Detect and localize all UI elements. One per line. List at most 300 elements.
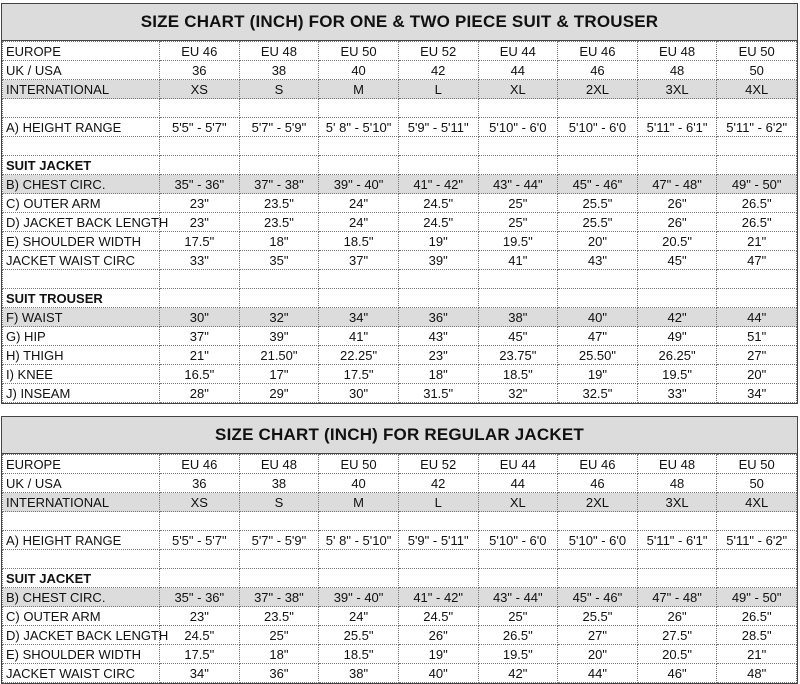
- table-cell: 35": [239, 251, 319, 270]
- table-cell: EU 50: [717, 455, 797, 474]
- table-cell: [160, 550, 240, 569]
- table-cell: [478, 550, 558, 569]
- table-row: [3, 270, 797, 289]
- table-cell: [637, 289, 717, 308]
- section-header-row: [3, 156, 797, 175]
- table-cell: 49" - 50": [717, 175, 797, 194]
- section-label: SUIT JACKET: [3, 569, 160, 588]
- row-label: A) HEIGHT RANGE: [3, 531, 160, 550]
- table-cell: 20": [558, 645, 638, 664]
- table-row: [3, 493, 797, 512]
- table-cell: [717, 569, 797, 588]
- table-cell: [160, 156, 240, 175]
- table-row: [3, 365, 797, 384]
- table-cell: [478, 156, 558, 175]
- table-cell: 47" - 48": [637, 175, 717, 194]
- table-cell: 40": [558, 308, 638, 327]
- table-cell: 26": [637, 194, 717, 213]
- table-cell: 41": [478, 251, 558, 270]
- table-cell: [319, 270, 399, 289]
- table-cell: [558, 569, 638, 588]
- table-cell: [319, 289, 399, 308]
- table-cell: [319, 156, 399, 175]
- table-cell: 49" - 50": [717, 588, 797, 607]
- table-cell: L: [398, 80, 478, 99]
- table-row: [3, 550, 797, 569]
- table-cell: 44": [558, 664, 638, 683]
- table-cell: 22.25": [319, 346, 399, 365]
- table-cell: EU 46: [558, 455, 638, 474]
- table-cell: 37" - 38": [239, 175, 319, 194]
- table-cell: [239, 137, 319, 156]
- table-row: [3, 42, 797, 61]
- row-label: UK / USA: [3, 474, 160, 493]
- table-row: [3, 194, 797, 213]
- table-cell: 39" - 40": [319, 175, 399, 194]
- table-cell: 31.5": [398, 384, 478, 403]
- table-cell: 50: [717, 61, 797, 80]
- table-cell: 26.5": [717, 194, 797, 213]
- table-cell: 48: [637, 61, 717, 80]
- table-cell: 24": [319, 194, 399, 213]
- table-cell: 24.5": [398, 213, 478, 232]
- table-cell: [160, 289, 240, 308]
- table-row: [3, 645, 797, 664]
- table-cell: EU 48: [239, 42, 319, 61]
- row-label: E) SHOULDER WIDTH: [3, 232, 160, 251]
- table-cell: [239, 99, 319, 118]
- size-chart-regular-jacket: [1, 416, 798, 684]
- table-cell: 19": [398, 232, 478, 251]
- table-cell: 5' 8" - 5'10": [319, 531, 399, 550]
- row-label: C) OUTER ARM: [3, 194, 160, 213]
- table-cell: 5'9" - 5'11": [398, 118, 478, 137]
- table-cell: 47": [558, 327, 638, 346]
- table-cell: 5'9" - 5'11": [398, 531, 478, 550]
- table-cell: 45" - 46": [558, 175, 638, 194]
- table-cell: XS: [160, 493, 240, 512]
- table-cell: 23": [160, 194, 240, 213]
- table-cell: M: [319, 493, 399, 512]
- table-cell: [160, 512, 240, 531]
- section-header-row: [3, 289, 797, 308]
- table-cell: 36": [398, 308, 478, 327]
- row-label: JACKET WAIST CIRC: [3, 664, 160, 683]
- table-cell: [398, 512, 478, 531]
- table-row: [3, 308, 797, 327]
- table-cell: [558, 289, 638, 308]
- table-cell: 26.5": [717, 213, 797, 232]
- table-cell: 32": [478, 384, 558, 403]
- table-cell: [717, 99, 797, 118]
- table-cell: 25": [239, 626, 319, 645]
- table-cell: 30": [160, 308, 240, 327]
- table-cell: 19.5": [478, 232, 558, 251]
- chart-title: SIZE CHART (INCH) FOR REGULAR JACKET: [2, 417, 797, 454]
- table-cell: 33": [160, 251, 240, 270]
- table-cell: 16.5": [160, 365, 240, 384]
- table-cell: 26.25": [637, 346, 717, 365]
- table-cell: 41" - 42": [398, 588, 478, 607]
- table-cell: 28": [160, 384, 240, 403]
- table-cell: M: [319, 80, 399, 99]
- section-label: SUIT JACKET: [3, 156, 160, 175]
- table-cell: 5'11" - 6'2": [717, 118, 797, 137]
- table-cell: 45" - 46": [558, 588, 638, 607]
- table-cell: [398, 156, 478, 175]
- row-label: [3, 512, 160, 531]
- table-cell: [478, 289, 558, 308]
- table-cell: 23": [398, 346, 478, 365]
- table-row: [3, 512, 797, 531]
- table-cell: 43" - 44": [478, 175, 558, 194]
- table-cell: [717, 270, 797, 289]
- table-cell: 25": [478, 607, 558, 626]
- table-cell: 38: [239, 61, 319, 80]
- chart-title: SIZE CHART (INCH) FOR ONE & TWO PIECE SUIT & TROUSER: [2, 4, 797, 41]
- table-cell: 23.5": [239, 213, 319, 232]
- table-cell: EU 46: [558, 42, 638, 61]
- table-cell: [637, 512, 717, 531]
- table-cell: [398, 289, 478, 308]
- table-cell: 37" - 38": [239, 588, 319, 607]
- table-cell: 35" - 36": [160, 588, 240, 607]
- table-cell: 24": [319, 213, 399, 232]
- table-cell: 5'10" - 6'0: [478, 118, 558, 137]
- table-cell: [637, 550, 717, 569]
- table-cell: 19": [398, 645, 478, 664]
- table-cell: 4XL: [717, 80, 797, 99]
- table-row: [3, 99, 797, 118]
- table-row: [3, 346, 797, 365]
- row-label: F) WAIST: [3, 308, 160, 327]
- table-cell: EU 44: [478, 455, 558, 474]
- table-cell: EU 52: [398, 42, 478, 61]
- table-cell: 25": [478, 213, 558, 232]
- table-row: [3, 588, 797, 607]
- table-row: [3, 175, 797, 194]
- row-label: UK / USA: [3, 61, 160, 80]
- table-cell: 20": [717, 365, 797, 384]
- table-row: [3, 80, 797, 99]
- table-cell: 34": [160, 664, 240, 683]
- table-cell: 17": [239, 365, 319, 384]
- table-cell: 2XL: [558, 493, 638, 512]
- table-cell: 5'7" - 5'9": [239, 531, 319, 550]
- table-cell: 5'7" - 5'9": [239, 118, 319, 137]
- table-cell: [478, 137, 558, 156]
- table-cell: 18": [239, 232, 319, 251]
- table-cell: 5'11" - 6'2": [717, 531, 797, 550]
- table-cell: 48: [637, 474, 717, 493]
- table-cell: 36": [239, 664, 319, 683]
- section-header-row: [3, 569, 797, 588]
- table-cell: 21": [160, 346, 240, 365]
- table-cell: 3XL: [637, 80, 717, 99]
- table-cell: 23": [160, 213, 240, 232]
- table-cell: [239, 289, 319, 308]
- table-cell: 26.5": [478, 626, 558, 645]
- row-label: A) HEIGHT RANGE: [3, 118, 160, 137]
- table-cell: 40": [398, 664, 478, 683]
- table-cell: 23.5": [239, 607, 319, 626]
- table-cell: 25": [478, 194, 558, 213]
- table-cell: 21": [717, 645, 797, 664]
- row-label: EUROPE: [3, 455, 160, 474]
- table-cell: 5'11" - 6'1": [637, 531, 717, 550]
- table-cell: 5'10" - 6'0: [558, 531, 638, 550]
- row-label: B) CHEST CIRC.: [3, 175, 160, 194]
- table-cell: [319, 512, 399, 531]
- table-cell: 36: [160, 474, 240, 493]
- table-cell: 4XL: [717, 493, 797, 512]
- table-cell: [558, 137, 638, 156]
- table-cell: 38": [319, 664, 399, 683]
- table-cell: 32.5": [558, 384, 638, 403]
- table-cell: EU 46: [160, 42, 240, 61]
- row-label: J) INSEAM: [3, 384, 160, 403]
- row-label: D) JACKET BACK LENGTH: [3, 213, 160, 232]
- table-cell: 37": [319, 251, 399, 270]
- table-cell: 18.5": [478, 365, 558, 384]
- table-cell: EU 50: [319, 455, 399, 474]
- table-cell: 43": [558, 251, 638, 270]
- table-cell: 25.5": [558, 213, 638, 232]
- row-label: [3, 137, 160, 156]
- table-cell: 47": [717, 251, 797, 270]
- table-cell: 43": [398, 327, 478, 346]
- table-cell: 46: [558, 474, 638, 493]
- table-cell: 24": [319, 607, 399, 626]
- table-cell: EU 48: [637, 42, 717, 61]
- table-cell: 3XL: [637, 493, 717, 512]
- table-cell: 21.50": [239, 346, 319, 365]
- table-row: [3, 118, 797, 137]
- table-row: [3, 213, 797, 232]
- table-cell: 40: [319, 474, 399, 493]
- table-row: [3, 607, 797, 626]
- table-cell: 27": [558, 626, 638, 645]
- table-cell: 20": [558, 232, 638, 251]
- table-cell: [160, 99, 240, 118]
- table-cell: [398, 569, 478, 588]
- table-cell: EU 48: [239, 455, 319, 474]
- table-cell: S: [239, 493, 319, 512]
- table-row: [3, 251, 797, 270]
- table-cell: 27.5": [637, 626, 717, 645]
- table-row: [3, 474, 797, 493]
- table-cell: 19.5": [637, 365, 717, 384]
- table-row: [3, 664, 797, 683]
- table-cell: 17.5": [160, 232, 240, 251]
- table-cell: [398, 137, 478, 156]
- table-cell: 32": [239, 308, 319, 327]
- table-cell: 46: [558, 61, 638, 80]
- table-cell: [717, 137, 797, 156]
- table-cell: 28.5": [717, 626, 797, 645]
- table-cell: [398, 99, 478, 118]
- table-cell: 23.75": [478, 346, 558, 365]
- table-row: [3, 327, 797, 346]
- table-cell: 24.5": [160, 626, 240, 645]
- row-label: INTERNATIONAL: [3, 493, 160, 512]
- table-cell: 39": [239, 327, 319, 346]
- table-cell: [398, 550, 478, 569]
- table-cell: 26": [637, 213, 717, 232]
- table-cell: 2XL: [558, 80, 638, 99]
- table-row: [3, 626, 797, 645]
- table-cell: 44": [717, 308, 797, 327]
- table-cell: 38": [478, 308, 558, 327]
- table-cell: [478, 270, 558, 289]
- table-cell: 34": [717, 384, 797, 403]
- table-cell: 19.5": [478, 645, 558, 664]
- table-cell: 39" - 40": [319, 588, 399, 607]
- table-cell: 5'5" - 5'7": [160, 118, 240, 137]
- table-cell: 23": [160, 607, 240, 626]
- table-cell: 5' 8" - 5'10": [319, 118, 399, 137]
- table-cell: 50: [717, 474, 797, 493]
- table-cell: 41" - 42": [398, 175, 478, 194]
- table-cell: 19": [558, 365, 638, 384]
- table-cell: [717, 156, 797, 175]
- table-cell: [558, 99, 638, 118]
- table-cell: [160, 569, 240, 588]
- table-cell: 20.5": [637, 232, 717, 251]
- table-cell: 38: [239, 474, 319, 493]
- table-cell: 25.5": [558, 194, 638, 213]
- table-cell: [319, 569, 399, 588]
- table-cell: [558, 550, 638, 569]
- table-row: [3, 384, 797, 403]
- table-cell: XL: [478, 493, 558, 512]
- table-cell: EU 46: [160, 455, 240, 474]
- table-cell: 5'11" - 6'1": [637, 118, 717, 137]
- section-label: SUIT TROUSER: [3, 289, 160, 308]
- table-cell: 40: [319, 61, 399, 80]
- table-cell: 5'10" - 6'0: [478, 531, 558, 550]
- row-label: D) JACKET BACK LENGTH: [3, 626, 160, 645]
- table-cell: [637, 99, 717, 118]
- table-cell: [319, 99, 399, 118]
- table-cell: [558, 156, 638, 175]
- table-cell: 21": [717, 232, 797, 251]
- table-cell: [637, 156, 717, 175]
- table-cell: 5'10" - 6'0: [558, 118, 638, 137]
- table-cell: 34": [319, 308, 399, 327]
- table-row: [3, 61, 797, 80]
- row-label: I) KNEE: [3, 365, 160, 384]
- table-cell: 47" - 48": [637, 588, 717, 607]
- table-cell: 51": [717, 327, 797, 346]
- table-cell: EU 44: [478, 42, 558, 61]
- table-cell: [558, 512, 638, 531]
- table-cell: [239, 550, 319, 569]
- table-cell: 37": [160, 327, 240, 346]
- table-cell: 18": [398, 365, 478, 384]
- table-cell: 20.5": [637, 645, 717, 664]
- table-cell: [717, 289, 797, 308]
- table-row: [3, 531, 797, 550]
- row-label: H) THIGH: [3, 346, 160, 365]
- table-cell: 49": [637, 327, 717, 346]
- table-cell: 23.5": [239, 194, 319, 213]
- table-cell: [239, 569, 319, 588]
- table-cell: [160, 270, 240, 289]
- table-cell: 5'5" - 5'7": [160, 531, 240, 550]
- table-cell: [239, 156, 319, 175]
- table-cell: 24.5": [398, 194, 478, 213]
- row-label: [3, 270, 160, 289]
- size-table: [2, 454, 797, 683]
- table-cell: [637, 569, 717, 588]
- table-cell: [160, 137, 240, 156]
- table-cell: S: [239, 80, 319, 99]
- table-cell: 18": [239, 645, 319, 664]
- table-cell: [239, 270, 319, 289]
- table-cell: 24.5": [398, 607, 478, 626]
- table-cell: L: [398, 493, 478, 512]
- table-cell: 25.5": [558, 607, 638, 626]
- table-cell: 42: [398, 474, 478, 493]
- table-cell: [478, 569, 558, 588]
- table-cell: 26.5": [717, 607, 797, 626]
- table-cell: 35" - 36": [160, 175, 240, 194]
- row-label: EUROPE: [3, 42, 160, 61]
- table-cell: [398, 270, 478, 289]
- table-cell: EU 52: [398, 455, 478, 474]
- table-cell: 36: [160, 61, 240, 80]
- table-cell: 46": [637, 664, 717, 683]
- table-cell: [319, 550, 399, 569]
- table-cell: 48": [717, 664, 797, 683]
- table-cell: 45": [637, 251, 717, 270]
- table-cell: 27": [717, 346, 797, 365]
- table-cell: [637, 270, 717, 289]
- size-chart-suit-trouser: [1, 3, 798, 404]
- table-cell: 43" - 44": [478, 588, 558, 607]
- table-cell: [558, 270, 638, 289]
- row-label: [3, 99, 160, 118]
- table-cell: 42: [398, 61, 478, 80]
- table-cell: 44: [478, 474, 558, 493]
- table-cell: 17.5": [319, 365, 399, 384]
- table-row: [3, 455, 797, 474]
- table-cell: 17.5": [160, 645, 240, 664]
- table-cell: [717, 512, 797, 531]
- table-cell: 25.5": [319, 626, 399, 645]
- row-label: B) CHEST CIRC.: [3, 588, 160, 607]
- table-cell: 42": [478, 664, 558, 683]
- row-label: [3, 550, 160, 569]
- row-label: INTERNATIONAL: [3, 80, 160, 99]
- table-cell: EU 48: [637, 455, 717, 474]
- table-cell: 25.50": [558, 346, 638, 365]
- row-label: G) HIP: [3, 327, 160, 346]
- size-table: [2, 41, 797, 403]
- table-row: [3, 137, 797, 156]
- table-cell: [478, 512, 558, 531]
- table-cell: XL: [478, 80, 558, 99]
- table-cell: 26": [637, 607, 717, 626]
- table-cell: EU 50: [717, 42, 797, 61]
- table-cell: 18.5": [319, 232, 399, 251]
- row-label: C) OUTER ARM: [3, 607, 160, 626]
- table-cell: 39": [398, 251, 478, 270]
- table-cell: 18.5": [319, 645, 399, 664]
- row-label: E) SHOULDER WIDTH: [3, 645, 160, 664]
- table-cell: [637, 137, 717, 156]
